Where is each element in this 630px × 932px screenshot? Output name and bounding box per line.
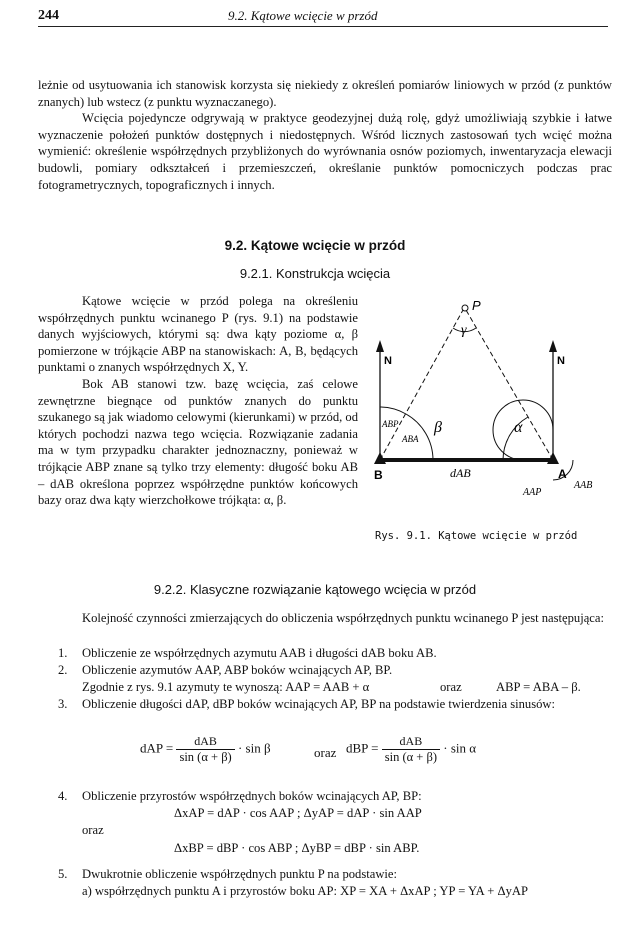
conjunction-oraz: oraz <box>440 680 462 694</box>
label-dab: dAB <box>450 466 471 480</box>
fraction-denominator: sin (α + β) <box>179 750 232 764</box>
step-text: Obliczenie ze współrzędnych azymutu AAB i długości dAB boku AB. <box>82 646 437 660</box>
construction-paragraph-2: Bok AB stanowi tzw. bazę wcięcia, zaś celowe zewnętrzne biegnące od punktów znanych do punktu szukanego są jak wiadomo celowymi (kierunkami) w przód, od których pochodzi nazwa tego wcięcia. Rozwiązanie zadania ma w tym przypadku charakter jednoznaczny, ponieważ w trójkącie ABP znane są tylko trzy elementy: długość boku AB – dAB określona poprzez współrzędne punktów końcowych bazy oraz dwa kąty wierzchołkowe trójkąta: α, β. <box>38 376 359 508</box>
azimuth-formula-b: ABP = ABA – β. <box>496 680 581 694</box>
label-beta: β <box>434 419 442 436</box>
step-text: Obliczenie azymutów AAP, ABP boków wcinających AP, BP. <box>82 663 393 677</box>
north-arrow-a <box>549 340 557 352</box>
step-text: Obliczenie długości dAP, dBP boków wcinających AP, BP na podstawie twierdzenia sinusów: <box>82 697 556 711</box>
label-aab: AAB <box>574 480 593 491</box>
construction-paragraph-1: Kątowe wcięcie w przód polega na określeniu współrzędnych punktu wcinanego P (rys. 9.1) na podstawie danych wyjściowych, którymi są: dwa kąty poziome α, β pomierzone w trójkącie ABP na stanowiskach: A, B, będących punktami o znanych współrzędnych X, Y. <box>38 294 358 375</box>
formula-tail: · sin β <box>237 740 271 756</box>
label-gamma: γ <box>461 323 467 338</box>
intro-paragraph-2: Wcięcia pojedyncze odgrywają w praktyce geodezyjnej dużą rolę, gdyż umożliwiają szybkie i łatwe wyznaczenie położeń punktów dostępnych i niedostępnych. Wśród licznych zastosowań tych wcięć można wymienić: określenie współrzędnych przybliżonych do wyrównania osnów poziomych, inwentaryzacja elewacji budowli, pomiary odkształceń i przemieszczeń, określanie punktów pomocniczych podczas prac fotogrametrycznych, topograficznych i innych. <box>38 111 612 192</box>
construction-text <box>38 293 358 509</box>
arc-abp <box>380 407 406 414</box>
fraction-numerator: dAB <box>382 734 440 750</box>
step-text: Obliczenie przyrostów współrzędnych boków wcinających AP, BP: <box>82 789 422 803</box>
page-header <box>38 6 608 27</box>
label-north-b: N <box>384 355 392 367</box>
conjunction-oraz: oraz <box>82 823 104 837</box>
intro-paragraph-1: leżnie od usytuowania ich stanowisk korzysta się niekiedy z określeń pomiarów liniowych w przód (z punktów znanych) lub wstecz (z punktu wyznaczanego). <box>38 78 612 109</box>
fraction <box>176 734 234 765</box>
section-title: 9.2. Kątowe wcięcie w przód <box>224 238 406 253</box>
label-north-a: N <box>557 355 565 367</box>
step-text: Dwukrotnie obliczenie współrzędnych punktu P na podstawie: <box>82 867 398 881</box>
formula-dap <box>140 734 271 765</box>
step-number: 4. <box>58 789 68 803</box>
intro-text <box>38 77 612 193</box>
formula-tail: · sin α <box>443 740 477 756</box>
step-number: 3. <box>58 697 68 711</box>
formula-lhs: dBP = <box>346 740 379 756</box>
label-alpha: α <box>514 419 523 436</box>
label-aap: AAP <box>523 487 542 498</box>
label-aba: ABA <box>402 434 419 444</box>
step-text: a) współrzędnych punktu A i przyrostów boku AP: XP = XA + ΔxAP ; YP = YA + ΔyAP <box>82 884 528 898</box>
figure-9-1 <box>368 292 612 500</box>
step-number: 1. <box>58 646 68 660</box>
label-b: B <box>374 468 383 482</box>
step-number: 2. <box>58 663 68 677</box>
north-arrow-b <box>376 340 384 352</box>
page-number: 244 <box>38 8 59 23</box>
subsection-title-2: 9.2.2. Klasyczne rozwiązanie kątowego wcięcia w przód <box>153 582 477 597</box>
azimuth-formula-a: Zgodnie z rys. 9.1 azymuty te wynoszą: AAP = AAB + α <box>82 680 370 694</box>
label-a: A <box>558 467 567 481</box>
fraction <box>382 734 440 765</box>
sight-line-ap <box>466 310 553 460</box>
label-p: P <box>472 298 481 313</box>
fraction-numerator: dAB <box>176 734 234 750</box>
steps-intro-text: Kolejność czynności zmierzających do obliczenia współrzędnych punktu wcinanego P jest następująca: <box>82 611 604 625</box>
sight-line-bp <box>380 310 463 460</box>
formula-lhs: dAP = <box>140 740 174 756</box>
formula-text: ΔxBP = dBP · cos ABP ; ΔyBP = dBP · sin ABP. <box>174 841 420 855</box>
steps-intro <box>38 610 612 627</box>
figure-caption: Rys. 9.1. Kątowe wcięcie w przód <box>375 530 578 542</box>
fraction-denominator: sin (α + β) <box>384 750 437 764</box>
point-p-marker <box>462 305 468 311</box>
label-abp: ABP <box>382 419 399 429</box>
subsection-title-1: 9.2.1. Konstrukcja wcięcia <box>239 266 391 281</box>
formula-oraz: oraz <box>314 745 337 760</box>
formula-text: ΔxAP = dAP · cos AAP ; ΔyAP = dAP · sin AAP <box>174 806 422 820</box>
step-number: 5. <box>58 867 68 881</box>
formula-dbp <box>346 734 476 765</box>
running-title: 9.2. Kątowe wcięcie w przód <box>228 8 378 23</box>
